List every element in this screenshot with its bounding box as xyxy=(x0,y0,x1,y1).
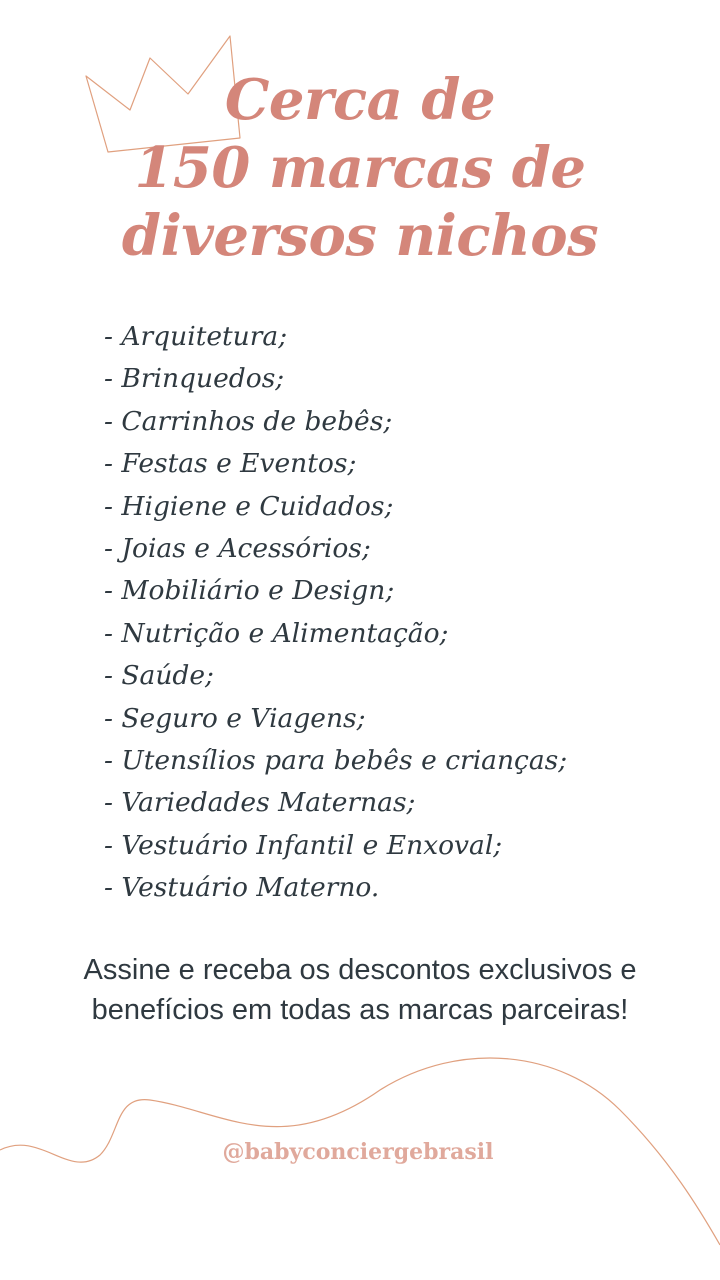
list-item: - Utensílios para bebês e crianças; xyxy=(104,745,568,777)
list-item: - Nutrição e Alimentação; xyxy=(104,617,449,649)
list-item: - Saúde; xyxy=(104,660,214,692)
list-item: - Festas e Eventos; xyxy=(104,448,357,480)
list-item: - Carrinhos de bebês; xyxy=(104,405,393,437)
list-item: - Seguro e Viagens; xyxy=(104,702,366,734)
social-handle[interactable]: @babyconciergebrasil xyxy=(222,1139,494,1165)
cta-line-2: benefícios em todas as marcas parceiras! xyxy=(91,994,629,1026)
list-item: - Higiene e Cuidados; xyxy=(104,490,394,522)
title-line-1: Cerca de xyxy=(224,67,496,133)
title-line-2: 150 marcas de xyxy=(134,135,586,201)
list-item: - Arquitetura; xyxy=(104,321,288,352)
list-item: - Joias e Acessórios; xyxy=(104,533,371,565)
list-item: - Brinquedos; xyxy=(104,363,285,395)
list-item: - Mobiliário e Design; xyxy=(104,575,395,607)
cta-line-1: Assine e receba os descontos exclusivos e xyxy=(83,954,637,986)
list-item: - Vestuário Materno. xyxy=(104,872,380,904)
category-list xyxy=(104,316,567,910)
page-title xyxy=(0,66,720,270)
list-item: - Vestuário Infantil e Enxoval; xyxy=(104,829,503,861)
list-item: - Variedades Maternas; xyxy=(104,787,416,819)
title-line-3: diversos nichos xyxy=(121,203,599,269)
call-to-action xyxy=(0,950,720,1030)
